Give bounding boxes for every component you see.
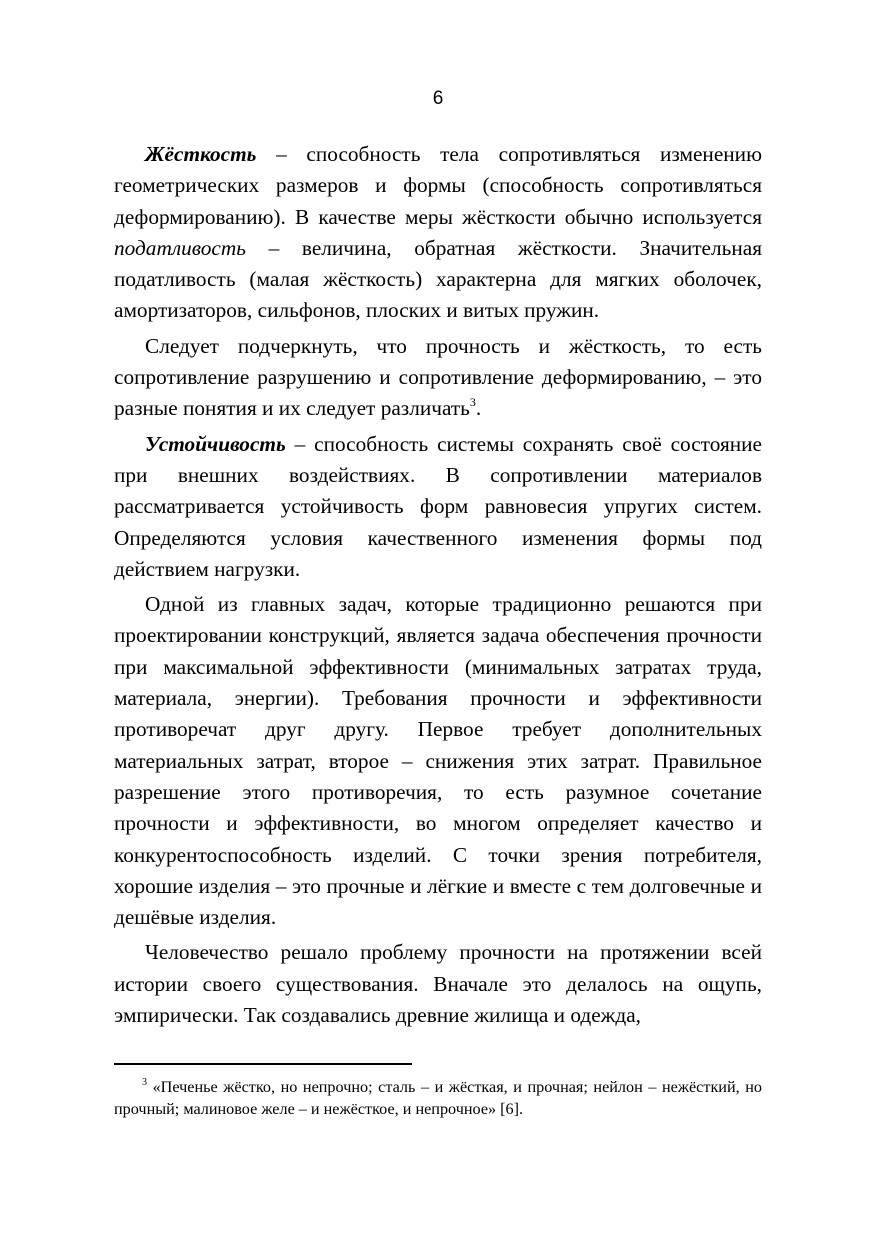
- footnote-text: «Печенье жёстко, но непрочно; сталь – и жёсткая, и прочная; нейлон – нежёсткий, но прочный; малиновое желе – и нежёсткое, и непрочное» [6].: [114, 1078, 762, 1118]
- paragraph-text: – способность системы сохранять своё состояние при внешних воздействиях. В сопротивлении материалов рассматривается устойчивость форм равновесия упругих систем. Определяются условия качественного изменения формы под действием нагрузки.: [114, 431, 762, 581]
- term-stability: Устойчивость: [145, 431, 286, 456]
- page-number: 6: [432, 88, 444, 109]
- paragraph-text: Следует подчеркнуть, что прочность и жёсткость, то есть сопротивление разрушению и сопротивление деформированию, – это разные понятия и их следует различать: [114, 333, 762, 421]
- footnote-separator: [114, 1063, 412, 1065]
- paragraph-text: .: [475, 396, 482, 421]
- paragraph-history: [114, 937, 762, 1031]
- paragraph-text: – способность тела сопротивляться изменению геометрических размеров и формы (способность сопротивляться деформированию). В качестве меры жёсткости обычно используется: [114, 142, 762, 229]
- paragraph-stability: [114, 429, 762, 585]
- footnote-reference[interactable]: 3: [469, 395, 476, 410]
- paragraph-design-task: [114, 589, 762, 933]
- paragraph-stiffness: [114, 139, 762, 327]
- paragraph-distinction: [114, 331, 762, 425]
- body-text: [114, 139, 762, 1035]
- term-compliance: податливость: [114, 235, 246, 260]
- paragraph-text: Одной из главных задач, которые традиционно решаются при проектировании конструкций, является задача обеспечения прочности при максимальной эффективности (минимальных затратах труда, материала, энергии). Требования прочности и эффективности противоречат друг другу. Первое требует дополнительных материальных затрат, второе – снижения этих затрат. Правильное разрешение этого противоречия, то есть разумное сочетание прочности и эффективности, во многом определяет качество и конкурентоспособность изделий. С точки зрения потребителя, хорошие изделия – это прочные и лёгкие и вместе с тем долговечные и дешёвые изделия.: [114, 592, 762, 930]
- paragraph-text: Человечество решало проблему прочности на протяжении всей истории своего существования. Вначале это делалось на ощупь, эмпирически. Так создавались древние жилища и одежда,: [114, 940, 762, 1028]
- term-stiffness: Жёсткость: [145, 142, 257, 166]
- footnote: [114, 1077, 762, 1120]
- footnote-number: 3: [142, 1077, 147, 1088]
- paragraph-text: – величина, обратная жёсткости. Значительная податливость (малая жёсткость) характерна для мягких оболочек, амортизаторов, сильфонов, плоских и витых пружин.: [114, 235, 762, 323]
